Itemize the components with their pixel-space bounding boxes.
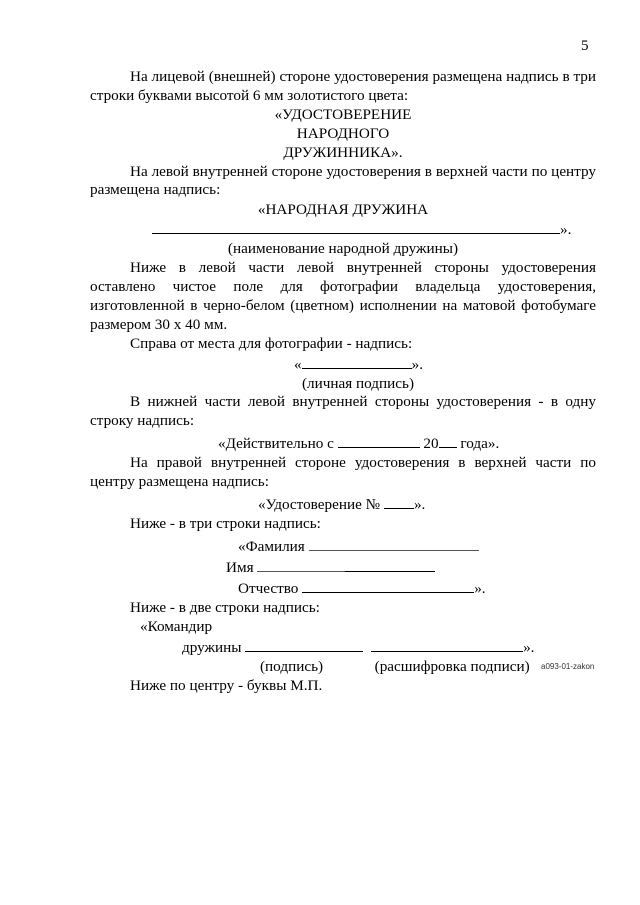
signature-open-quote: « <box>294 355 302 373</box>
validity-year-blank <box>439 433 457 448</box>
commander-caption-decode: (расшифровка подписи) <box>374 658 530 676</box>
certificate-prefix: «Удостоверение № <box>258 495 381 513</box>
paragraph-stamp: Ниже по центру - буквы М.П. <box>130 677 323 695</box>
document-code: a093-01-zakon <box>541 662 595 671</box>
signature-close-quote: ». <box>411 355 423 373</box>
paragraph-three-lines: Ниже - в три строки надпись: <box>130 514 321 532</box>
commander-caption-sign: (подпись) <box>260 658 324 676</box>
name-blank-1 <box>257 557 345 572</box>
commander-sign-blank <box>245 637 363 652</box>
paragraph-cover-description: На лицевой (внешней) стороне удостоверения размещена надпись в три строки буквами высотой 6 мм золотистого цвета: <box>90 68 596 104</box>
surname-label: «Фамилия <box>238 537 305 555</box>
commander-label: дружины <box>182 639 242 657</box>
validity-line <box>90 433 596 454</box>
paragraph-two-lines: Ниже - в две строки надпись: <box>130 599 320 617</box>
certificate-number-line <box>90 494 596 515</box>
document-body <box>90 68 596 696</box>
paragraph-right-inner-heading: На правой внутренней стороне удостоверения в верхней части по центру размещена надпись: <box>90 454 596 491</box>
paragraph-left-inner-heading: На левой внутренней стороне удостоверения в верхней части по центру размещена надпись: <box>90 162 596 199</box>
certificate-number-blank <box>384 494 414 509</box>
name-line <box>90 557 596 578</box>
squad-name-end: ». <box>560 221 572 239</box>
certificate-suffix: ». <box>413 495 426 513</box>
commander-line-1: «Командир <box>140 618 213 636</box>
cover-line-2: НАРОДНОГО <box>296 124 390 142</box>
commander-line-2 <box>90 637 596 658</box>
paragraph-signature-heading: Справа от места для фотографии - надпись: <box>130 334 413 352</box>
validity-year: 20 <box>423 435 439 453</box>
paragraph-photo: Ниже в левой части левой внутренней стороны удостоверения оставлено чистое поле для фотографии владельца удостоверения, изготовленной в черно-белом (цветном) исполнении на матовой фотобумаге размером 30 х 40 мм. <box>90 259 596 333</box>
patronymic-label: Отчество <box>238 579 299 597</box>
page-number: 5 <box>581 38 589 54</box>
name-blank-2 <box>345 557 435 572</box>
fields-end: ». <box>474 579 486 597</box>
cover-line-3: ДРУЖИННИКА». <box>283 143 403 161</box>
signature-blank <box>302 354 412 369</box>
signature-caption: (личная подпись) <box>301 374 415 392</box>
surname-blank <box>309 536 479 551</box>
surname-line <box>90 536 596 557</box>
validity-prefix: «Действительно с <box>218 435 334 453</box>
validity-date-blank <box>338 433 420 448</box>
commander-captions <box>90 658 596 677</box>
signature-line <box>90 354 596 375</box>
patronymic-blank <box>302 578 474 593</box>
commander-end: ». <box>523 639 535 657</box>
cover-line-1: «УДОСТОВЕРЕНИЕ <box>274 105 412 123</box>
validity-suffix: года». <box>460 435 500 453</box>
squad-name-blank <box>152 219 560 234</box>
squad-name-line <box>90 219 596 240</box>
commander-decode-blank <box>371 637 523 652</box>
name-label: Имя <box>226 558 254 576</box>
paragraph-validity-heading: В нижней части левой внутренней стороны удостоверения - в одну строку надпись: <box>90 393 596 430</box>
patronymic-line <box>90 578 596 599</box>
squad-title: «НАРОДНАЯ ДРУЖИНА <box>257 201 429 219</box>
squad-caption: (наименование народной дружины) <box>227 240 459 258</box>
